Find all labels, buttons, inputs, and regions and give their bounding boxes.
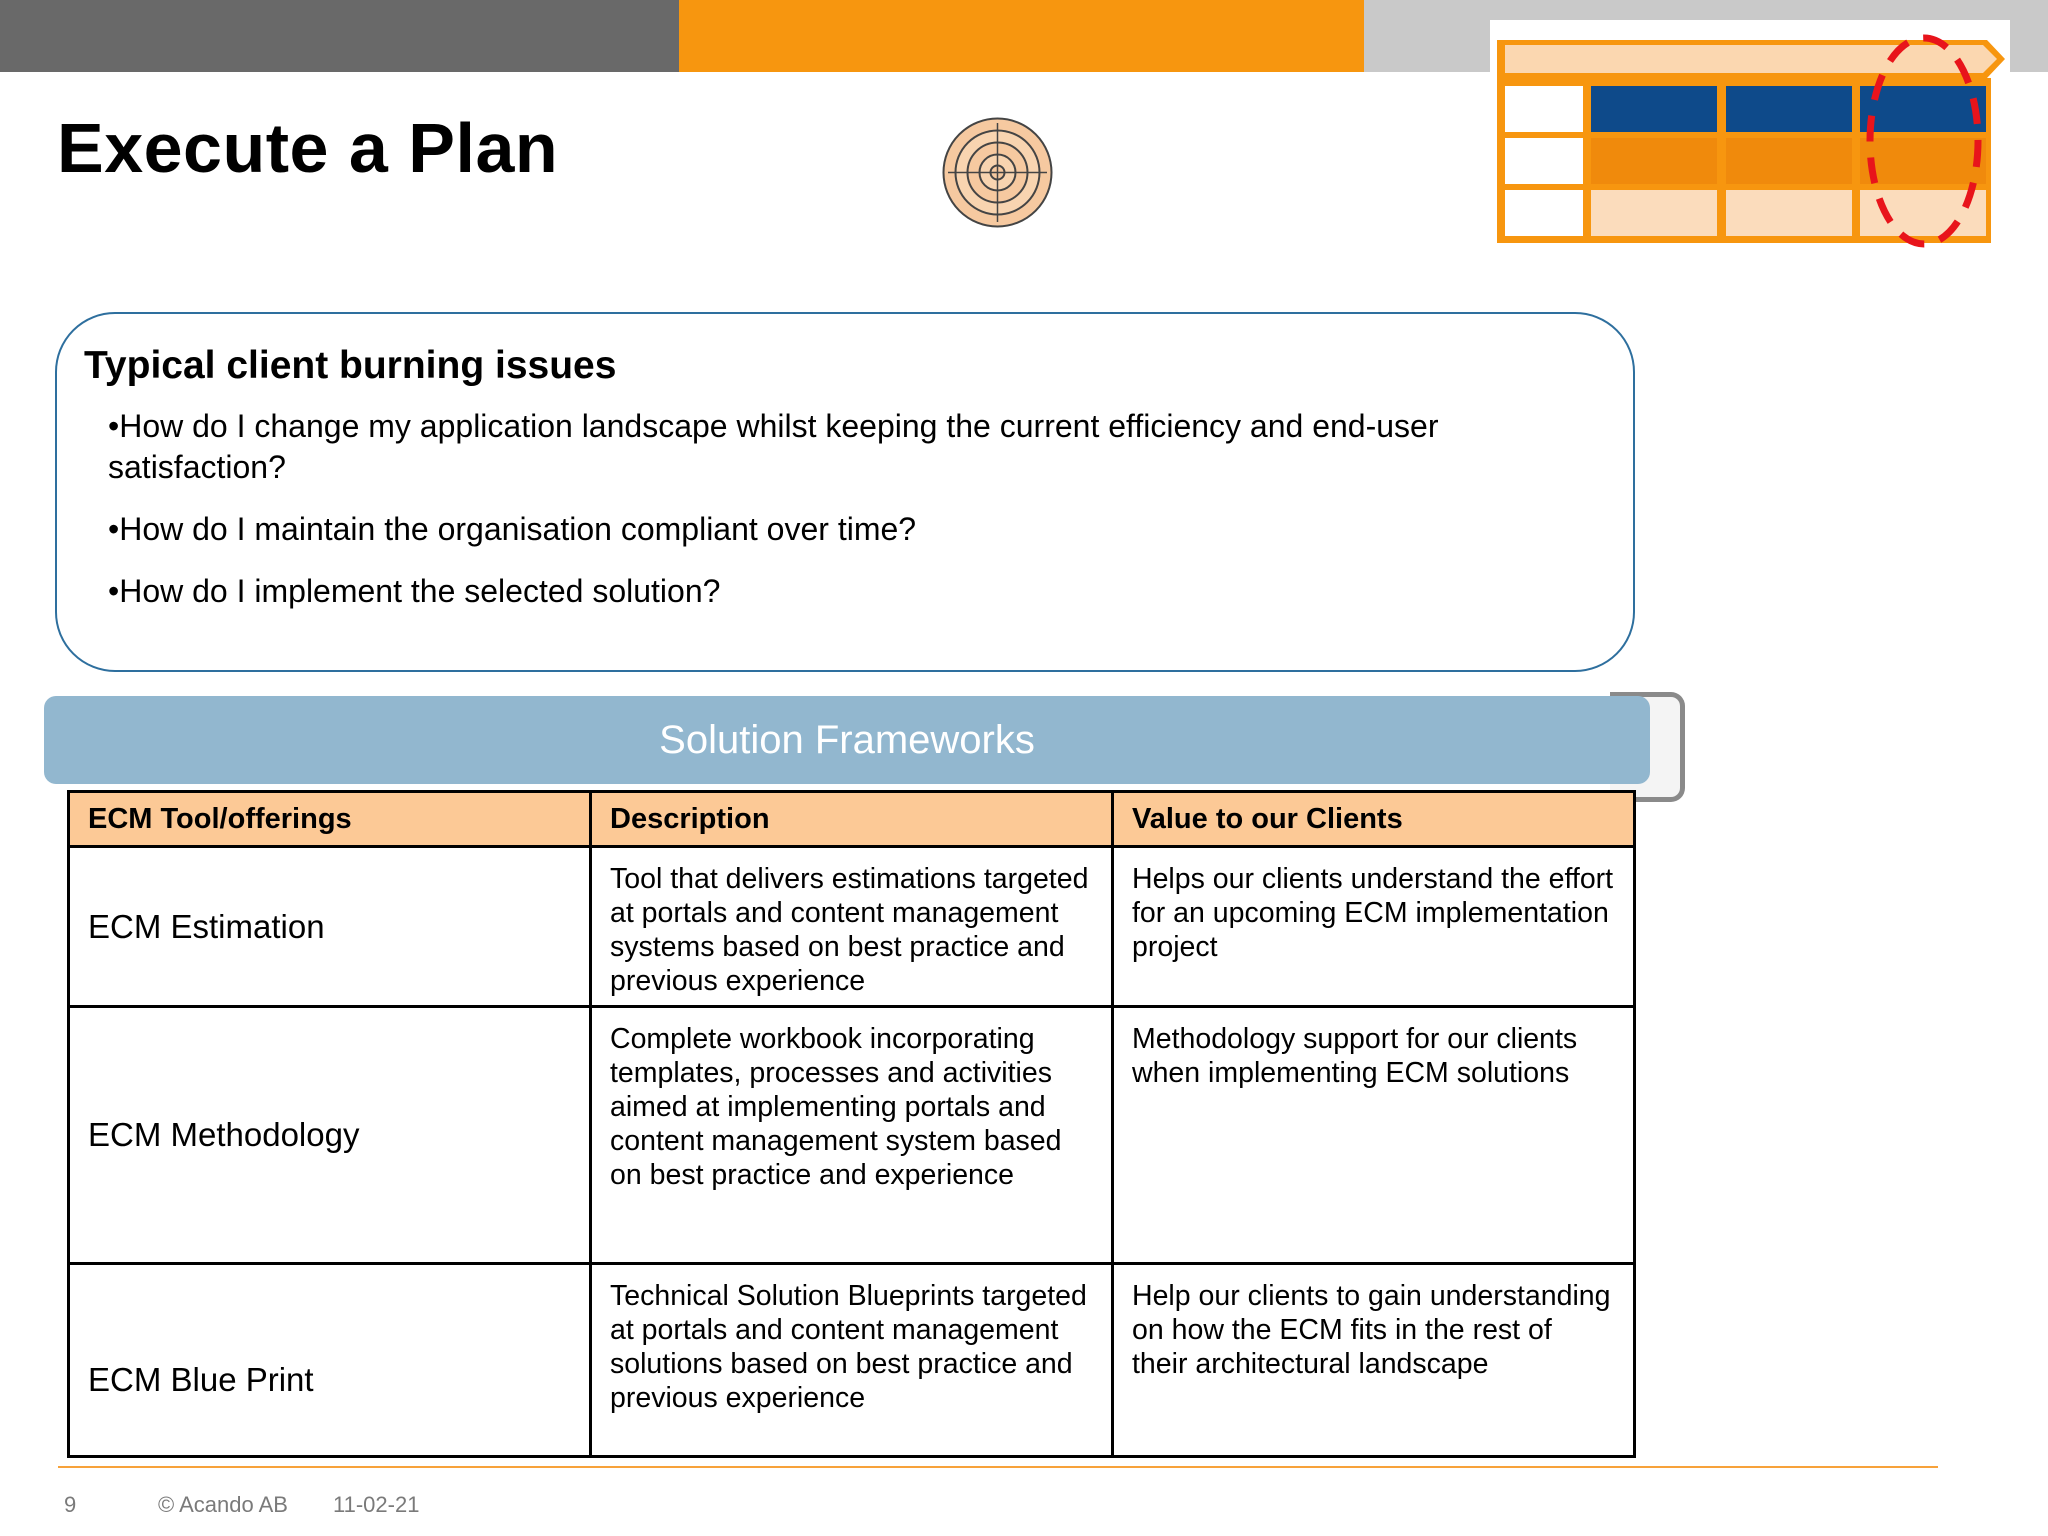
page-number: 9 <box>64 1492 77 1517</box>
value-cell: Helps our clients understand the effort for an upcoming ECM implementation project <box>1113 847 1635 1007</box>
top-bar-grey <box>0 0 679 72</box>
tool-name-cell: ECM Estimation <box>69 847 591 1007</box>
column-header-value: Value to our Clients <box>1113 792 1635 847</box>
tool-name-cell: ECM Blue Print <box>69 1264 591 1457</box>
thumbnail-cell <box>1591 86 1717 132</box>
issues-heading: Typical client burning issues <box>84 344 617 387</box>
page-title: Execute a Plan <box>57 109 559 187</box>
table-row <box>69 847 1635 1007</box>
table-header-row <box>69 792 1635 847</box>
value-cell: Help our clients to gain understanding on how the ECM fits in the rest of their architectural landscape <box>1113 1264 1635 1457</box>
solutions-table <box>67 790 1636 1458</box>
issue-item: •How do I change my application landscape whilst keeping the current efficiency and end-user satisfaction? <box>108 408 1439 485</box>
thumbnail-cell <box>1591 190 1717 236</box>
description-cell: Tool that delivers estimations targeted at portals and content management systems based on best practice and previous experience <box>591 847 1113 1007</box>
description-cell: Technical Solution Blueprints targeted at portals and content management solutions based on best practice and previous experience <box>591 1264 1113 1457</box>
column-header-description: Description <box>591 792 1113 847</box>
footer-date: 11-02-21 <box>333 1492 420 1517</box>
thumbnail-cell <box>1726 190 1852 236</box>
thumbnail-cell <box>1591 138 1717 184</box>
solution-frameworks-banner: Solution Frameworks <box>44 696 1650 784</box>
issue-item: •How do I maintain the organisation compliant over time? <box>108 511 917 547</box>
thumbnail-row-label <box>1505 138 1583 184</box>
thumbnail-row-label <box>1505 86 1583 132</box>
table-row <box>69 1007 1635 1264</box>
footer-rule <box>58 1466 1938 1468</box>
highlight-circle-icon <box>1862 30 1986 252</box>
table-row <box>69 1264 1635 1457</box>
thumbnail-cell <box>1726 86 1852 132</box>
target-icon <box>940 115 1055 230</box>
column-header-tool: ECM Tool/offerings <box>69 792 591 847</box>
copyright: © Acando AB <box>158 1492 288 1517</box>
top-bar-orange <box>679 0 1364 72</box>
description-cell: Complete workbook incorporating templates, processes and activities aimed at implementing portals and content management system based on best practice and experience <box>591 1007 1113 1264</box>
thumbnail-row-label <box>1505 190 1583 236</box>
tool-name-cell: ECM Methodology <box>69 1007 591 1264</box>
thumbnail-cell <box>1726 138 1852 184</box>
issue-item: •How do I implement the selected solution? <box>108 573 721 609</box>
value-cell: Methodology support for our clients when implementing ECM solutions <box>1113 1007 1635 1264</box>
